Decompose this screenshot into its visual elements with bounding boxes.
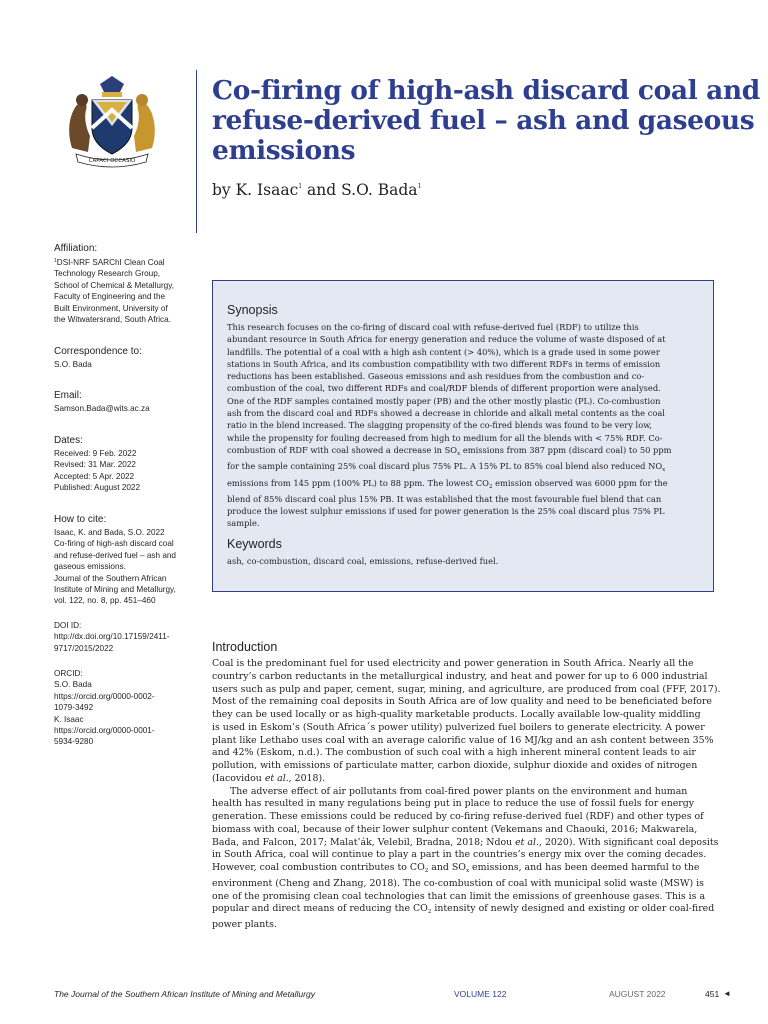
synopsis-box (212, 280, 714, 592)
introduction-body: Coal is the predominant fuel for used electricity and power generation in South Africa. Nearly all the country’s carbon reductants in the metallurgical industry, and heat and power for up to 6 000 industrial users such as pulp and paper, cement, sugar, mining, and agriculture, are produced from coal (FFF, 2017). Most of the remaining coal deposits in South Africa are of low quality and need to be beneficiated before they can be used locally or as high-quality marketable products. Locally available low-quality middling is used in Eskom’s (South Africa´s power utility) pulverized fuel boilers to generate electricity. A power plant like Lethabo uses coal with an average calorific value of 16 MJ/kg and an ash content between 35% and 42% (Eskom, n.d.). The combustion of such coal with a high inherent mineral content leads to air pollution, with emissions of particulate matter, carbon dioxide, sulphur dioxide and oxides of nitrogen (Iacovidou et al., 2018). The adverse effect of air pollutants from coal-fired power plants on the environment and human health has resulted in many regulations being put in place to reduce the use of fossil fuels for energy generation. These emissions could be reduced by co-firing refuse-derived fuel (RDF) and other types of biomass with coal, because of their lower sulphur content (Vekemans and Chaouki, 2016; Makwarela, Bada, and Falcon, 2017; Malat’ák, Velebil, Bradna, 2018; Ndou et al., 2020). With significant coal deposits in South Africa, coal will continue to play a part in the countries’s energy mix over the coming decades. However, coal combustion contributes to $CO_2$ and $SO_x$ emissions, and has been deemed harmful to the environment (Cheng and Zhang, 2018). The co-combustion of coal with municipal solid waste (MSW) is one of the promising clean coal technologies that can limit the emissions of greenhouse gases. This is a popular and direct means of reducing the $CO_2$ intensity of newly designed and existing or older coal-fired power plants. (212, 658, 721, 930)
article-authors: by K. Isaac$^1$ and S.O. Bada$^1$ (212, 181, 422, 199)
keywords-heading: Keywords (227, 537, 282, 551)
footer-volume: VOLUME 122 (454, 989, 507, 999)
title-line: refuse-derived fuel – ash and gaseous (212, 105, 755, 136)
synopsis-heading: Synopsis (227, 303, 278, 317)
footer-page-number: 451 (705, 989, 720, 999)
synopsis-text: This research focuses on the co-firing of discard coal with refuse-derived fuel (RDF) to utilize this abundant resource in South Africa for energy generation and reduce the volume of waste disposed of at landfills. The potential of a coal with a high ash content (> 40%), which is a grade used in some power stations in South Africa, and its combustion compatibility with two different RDFs in terms of emission reductions has been established. Gaseous emissions and ash residues from the combustion and co- combustion of the coal, two different RDFs and coal/RDF blends of different proportion were analysed. One of the RDF samples contained mostly paper (PB) and the other mostly plastic (PL). Co-combustion ash from the discard coal and RDFs showed a decrease in chloride and alkali metal contents as the coal ratio in the blend increased. The slagging propensity of the co-fired blends was found to be very low, while the propensity for fouling decreased from high to medium for all the blends with < 75% RDF. Co- combustion of RDF with coal showed a decrease in $SO_x$ emissions from 387 ppm (discard coal) to 50 ppm for the sample containing 25% coal discard plus 75% PL. A 15% PL to 85% coal blend also reduced $NO_x$ emissions from 145 ppm (100% PL) to 88 ppm. The lowest $CO_2$ emission observed was 6000 ppm for the blend of 85% discard coal plus 15% PB. It was established that the most favourable fuel blend that can produce the lowest sulphur emissions if used for power generation is the 25% coal discard plus 75% PL sample. (227, 322, 672, 529)
doi-label: DOI ID: (54, 621, 82, 630)
orcid-label: ORCID: (54, 669, 83, 678)
email-block (54, 389, 196, 414)
footer-date: AUGUST 2022 (609, 989, 666, 999)
correspondence-label: Correspondence to: (54, 346, 142, 357)
page-arrow-icon: ◄ (723, 989, 731, 998)
orcid-link[interactable]: 1079-3492 (54, 703, 94, 713)
introduction-heading: Introduction (212, 640, 278, 654)
doi-link[interactable]: 9717/2015/2022 (54, 643, 114, 653)
orcid-block: ORCID: S.O. Bada https://orcid.org/0000-0002- 1079-3492 K. Isaac https://orcid.org/0000-0001- 5934-9280 (54, 668, 196, 748)
keywords-text: ash, co-combustion, discard coal, emissions, refuse-derived fuel. (227, 556, 499, 566)
dates-label: Dates: (54, 435, 83, 446)
title-line: Co-firing of high-ash discard coal and (212, 75, 760, 106)
crest-motto: CAPACI OCCASIO (88, 158, 136, 164)
doi-link[interactable]: http://dx.doi.org/10.17159/2411- (54, 632, 170, 642)
affiliation-block: Affiliation: $^1$DSI-NRF SARChI Clean Coal Technology Research Group, School of Chemical & Metallurgy, Faculty of Engineering and the Built Environment, University of the Witwatersrand, South Africa. (54, 242, 196, 325)
page-footer (54, 989, 734, 1003)
orcid-link[interactable]: 5934-9280 (54, 737, 94, 747)
university-crest-logo (62, 70, 162, 170)
title-line: emissions (212, 135, 356, 166)
affiliation-label: Affiliation: (54, 243, 98, 254)
email-label: Email: (54, 390, 82, 401)
doi-block (54, 620, 196, 654)
citation-block: How to cite: Isaac, K. and Bada, S.O. 2022 Co-firing of high-ash discard coal and refuse-derived fuel – ash and gaseous emissions. Journal of the Southern African Institute of Mining and Metallurgy, vol. 122, no. 8, pp. 451–460 (54, 513, 196, 607)
footer-journal-name: The Journal of the Southern African Institute of Mining and Metallurgy (54, 989, 315, 999)
article-title (212, 75, 760, 166)
correspondence-name: S.O. Bada (54, 360, 92, 369)
header-divider (196, 70, 197, 233)
correspondence-block (54, 345, 196, 370)
email-link[interactable]: Samson.Bada@wits.ac.za (54, 404, 150, 413)
orcid-link[interactable]: https://orcid.org/0000-0002- (54, 691, 155, 701)
orcid-link[interactable]: https://orcid.org/0000-0001- (54, 726, 155, 736)
cite-label: How to cite: (54, 514, 107, 525)
dates-block: Dates: Received: 9 Feb. 2022 Revised: 31 Mar. 2022 Accepted: 5 Apr. 2022 Published: August 2022 (54, 434, 196, 494)
